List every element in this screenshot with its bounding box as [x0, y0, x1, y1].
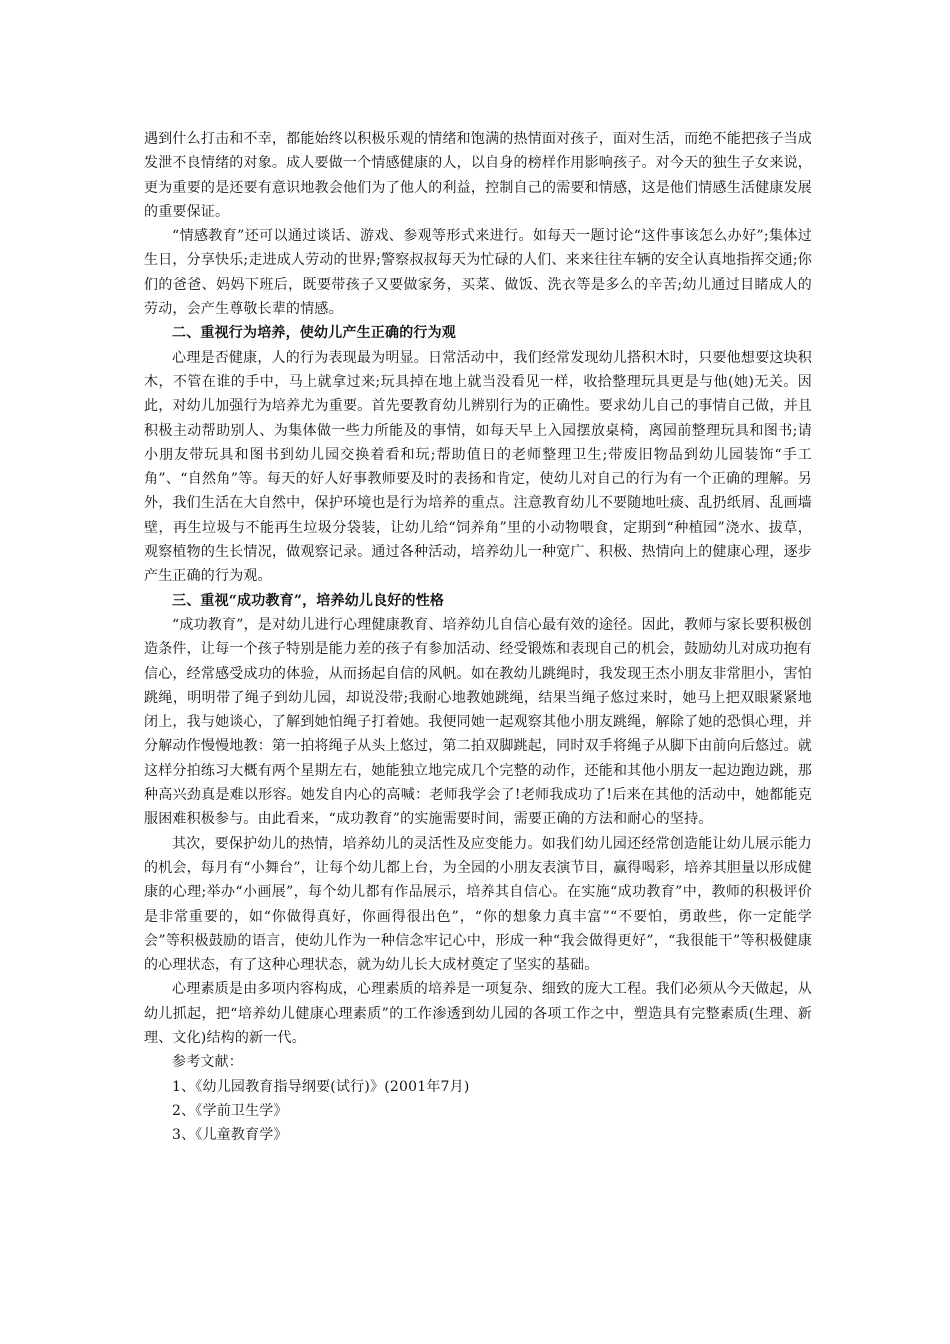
paragraph: 遇到什么打击和不幸，都能始终以积极乐观的情绪和饱满的热情面对孩子，面对生活，而绝不能把孩子当成发泄不良情绪的对象。成人要做一个情感健康的人，以自身的榜样作用影响孩子。对今天的独生子女来说，更为重要的是还要有意识地教会他们为了他人的利益，控制自己的需要和情感，这是他们情感生活健康发展的重要保证。 [144, 131, 812, 220]
reference-item: 3、《儿童教育学》 [172, 1127, 288, 1144]
paragraph: “成功教育”，是对幼儿进行心理健康教育、培养幼儿自信心最有效的途径。因此，教师与家长要积极创造条件，让每一个孩子特别是能力差的孩子有参加活动、经受锻炼和表现自己的机会，鼓励幼儿对成功抱有信心，经常感受成功的体验，从而扬起自信的风帆。如在教幼儿跳绳时，我发现王杰小朋友非常胆小，害怕跳绳，明明带了绳子到幼儿园，却说没带;我耐心地教她跳绳，结果当绳子悠过来时，她马上把双眼紧紧地闭上，我与她谈心，了解到她怕绳子打着她。我便同她一起观察其他小朋友跳绳，解除了她的恐惧心理，并分解动作慢慢地教：第一拍将绳子从头上悠过，第二拍双脚跳起，同时双手将绳子从脚下由前向后悠过。就这样分拍练习大概有两个星期左右，她能独立地完成几个完整的动作，还能和其他小朋友一起边跑边跳，那种高兴劲真是难以形容。她发自内心的高喊：老师我学会了!老师我成功了!后来在其他的活动中，她都能克服困难积极参与。由此看来，“成功教育”的实施需要时间，需要正确的方法和耐心的坚持。 [144, 616, 812, 828]
paragraph: “情感教育”还可以通过谈话、游戏、参观等形式来进行。如每天一题讨论“这件事该怎么办好”;集体过生日，分享快乐;走进成人劳动的世界;警察叔叔每天为忙碌的人们、来来往往车辆的安全认真地指挥交通;你们的爸爸、妈妈下班后，既要带孩子又要做家务，买菜、做饭、洗衣等是多么的辛苦;幼儿通过目睹成人的劳动，会产生尊敬长辈的情感。 [144, 228, 812, 318]
reference-item: 2、《学前卫生学》 [172, 1102, 288, 1119]
document-body [144, 127, 812, 1147]
reference-item: 1、《幼儿园教育指导纲要(试行)》(2001年7月) [172, 1078, 470, 1095]
paragraph: 心理是否健康，人的行为表现最为明显。日常活动中，我们经常发现幼儿搭积木时，只要他想要这块积木，不管在谁的手中，马上就拿过来;玩具掉在地上就当没看见一样，收拾整理玩具更是与他(她)无关。因此，对幼儿加强行为培养尤为重要。首先要教育幼儿辨别行为的正确性。要求幼儿自己的事情自己做，并且积极主动帮助别人、为集体做一些力所能及的事情，如每天早上入园摆放桌椅，离园前整理玩具和图书;请小朋友带玩具和图书到幼儿园交换着看和玩;帮助值日的老师整理卫生;带废旧物品到幼儿园装饰“手工角”、“自然角”等。每天的好人好事教师要及时的表扬和肯定，使幼儿对自己的行为有一个正确的理解。另外，我们生活在大自然中，保护环境也是行为培养的重点。注意教育幼儿不要随地吐痰、乱扔纸屑、乱画墙壁，再生垃圾与不能再生垃圾分袋装，让幼儿给“饲养角”里的小动物喂食，定期到“种植园”浇水、拔草，观察植物的生长情况，做观察记录。通过各种活动，培养幼儿一种宽广、积极、热情向上的健康心理，逐步产生正确的行为观。 [144, 349, 812, 585]
paragraph: 心理素质是由多项内容构成，心理素质的培养是一项复杂、细致的庞大工程。我们必须从今天做起，从幼儿抓起，把“培养幼儿健康心理素质”的工作渗透到幼儿园的各项工作之中，塑造具有完整素质(生理、新理、文化)结构的新一代。 [144, 981, 812, 1046]
section-heading: 二、重视行为培养，使幼儿产生正确的行为观 [172, 325, 456, 342]
paragraph: 其次，要保护幼儿的热情，培养幼儿的灵活性及应变能力。如我们幼儿园还经常创造能让幼儿展示能力的机会，每月有“小舞台”，让每个幼儿都上台，为全园的小朋友表演节目，赢得喝彩，培养其胆量以形成健康的心理;举办“小画展”，每个幼儿都有作品展示，培养其自信心。在实施“成功教育”中，教师的积极评价是非常重要的，如“你做得真好，你画得很出色”，“你的想象力真丰富”“不要怕，勇敢些，你一定能学会”等积极鼓励的语言，使幼儿作为一种信念牢记心中，形成一种“我会做得更好”，“我很能干”等积极健康的心理状态，有了这种心理状态，就为幼儿长大成材奠定了坚实的基础。 [144, 835, 812, 974]
section-heading: 三、重视“成功教育”，培养幼儿良好的性格 [172, 592, 445, 609]
references-title: 参考文献： [172, 1054, 243, 1071]
